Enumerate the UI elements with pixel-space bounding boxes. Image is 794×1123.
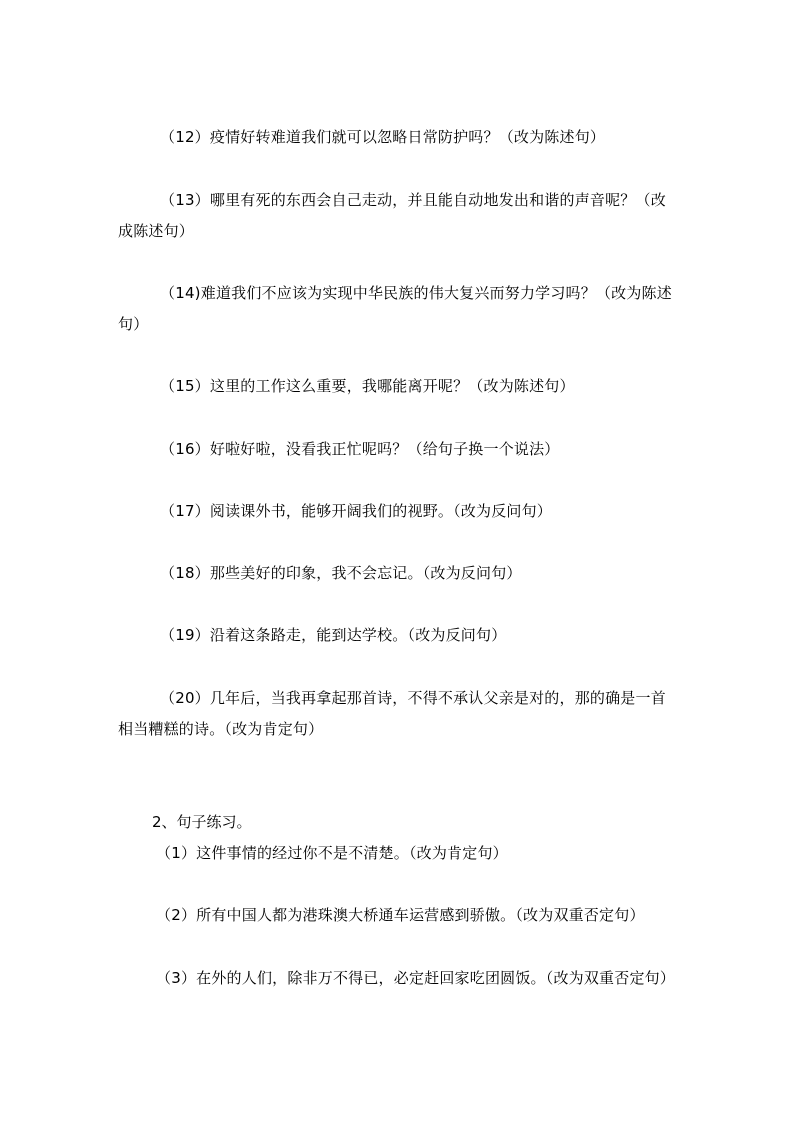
exercise-item-12: （12）疫情好转难道我们就可以忽略日常防护吗？（改为陈述句）: [160, 128, 606, 146]
exercise-item-19: （19）沿着这条路走，能到达学校。（改为反问句）: [160, 626, 507, 644]
exercise-item-13: （13）哪里有死的东西会自己走动，并且能自动地发出和谐的声音呢？（改成陈述句）: [118, 191, 666, 240]
practice-item-1: （1）这件事情的经过你不是不清楚。（改为肯定句）: [156, 844, 508, 862]
exercise-item-20: （20）几年后，当我再拿起那首诗，不得不承认父亲是对的，那的确是一首相当糟糕的诗。（改为肯定句）: [118, 689, 666, 738]
exercise-item-17: （17）阅读课外书，能够开阔我们的视野。（改为反问句）: [160, 502, 552, 520]
exercise-item-18: （18）那些美好的印象，我不会忘记。（改为反问句）: [160, 564, 522, 582]
exercise-item-14: （14)难道我们不应该为实现中华民族的伟大复兴而努力学习吗？（改为陈述句）: [118, 284, 672, 333]
section-heading: 2、句子练习。: [152, 813, 252, 831]
practice-item-3: （3）在外的人们，除非万不得已，必定赶回家吃团圆饭。（改为双重否定句）: [156, 969, 676, 987]
exercise-item-15: （15）这里的工作这么重要，我哪能离开呢？（改为陈述句）: [160, 377, 575, 395]
exercise-item-16: （16）好啦好啦，没看我正忙呢吗？（给句子换一个说法）: [160, 440, 560, 458]
practice-item-2: （2）所有中国人都为港珠澳大桥通车运营感到骄傲。（改为双重否定句）: [156, 906, 645, 924]
